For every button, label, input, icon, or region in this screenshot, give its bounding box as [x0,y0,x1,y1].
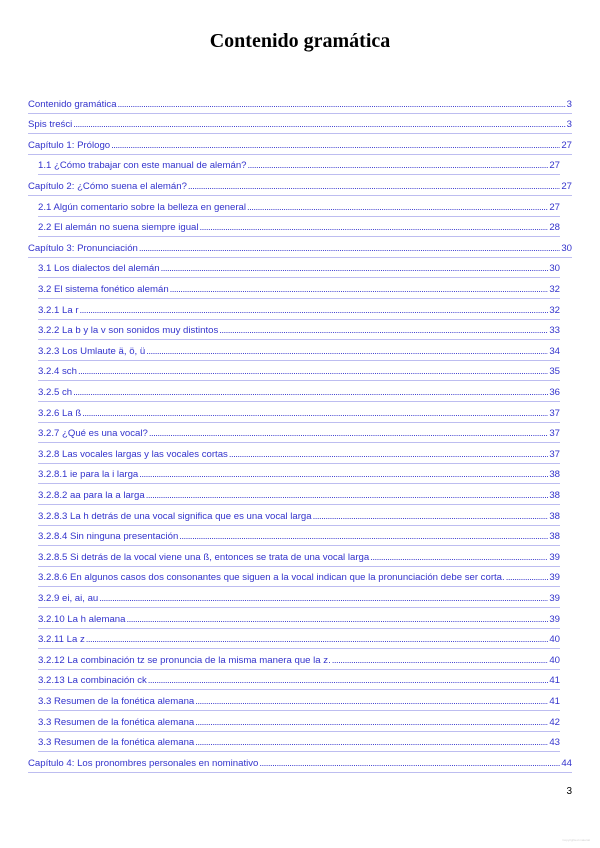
toc-entry-title: 3.2.8.3 La h detrás de una vocal significa que es una vocal larga [38,510,312,522]
toc-dot-leader [188,181,560,193]
toc-entry-page: 33 [549,325,560,337]
toc-entry-page: 39 [549,613,560,625]
toc-entry-title: 3.2 El sistema fonético alemán [38,283,169,295]
toc-entry-title: 3.2.3 Los Umlaute ä, ö, ü [38,345,146,357]
toc-entry-page: 36 [549,386,560,398]
toc-entry[interactable] [38,608,560,629]
toc-entry-title: 3.3 Resumen de la fonética alemana [38,737,195,749]
toc-entry-page: 27 [549,201,560,213]
toc-entry-page: 27 [561,139,572,151]
toc-entry[interactable] [38,320,560,341]
toc-entry-title: 3.2.8.5 Si detrás de la vocal viene una ß, entonces se trata de una vocal larga [38,551,370,563]
toc-entry[interactable] [38,546,560,567]
toc-dot-leader [80,305,549,317]
toc-entry[interactable] [38,217,560,238]
toc-entry-title: 1.1 ¿Cómo trabajar con este manual de alemán? [38,160,247,172]
toc-entry-title: 3.2.7 ¿Qué es una vocal? [38,428,148,440]
toc-entry-page: 37 [549,428,560,440]
toc-entry-title: 3.2.8 Las vocales largas y las vocales cortas [38,448,228,460]
toc-entry[interactable] [38,505,560,526]
toc-entry[interactable] [38,711,560,732]
toc-dot-leader [200,222,549,234]
toc-dot-leader [229,449,548,461]
toc-entry[interactable] [38,587,560,608]
toc-entry[interactable] [38,732,560,753]
toc-entry[interactable] [38,464,560,485]
toc-entry-title: 3.2.12 La combinación tz se pronuncia de la misma manera que la z. [38,654,331,666]
toc-dot-leader [86,634,549,646]
toc-entry-title: 3.3 Resumen de la fonética alemana [38,716,195,728]
toc-entry-title: 3.2.13 La combinación ck [38,675,147,687]
toc-entry-page: 43 [549,737,560,749]
toc-entry[interactable] [28,237,572,258]
toc-entry[interactable] [38,526,560,547]
toc-dot-leader [146,346,548,358]
toc-entry-title: Capítulo 4: Los pronombres personales en nominativo [28,757,259,769]
page-title: Contenido gramática [209,30,391,52]
toc-entry-title: Capítulo 1: Prólogo [28,139,111,151]
toc-entry-title: 3.2.8.2 aa para la a larga [38,489,145,501]
toc-entry-page: 30 [561,242,572,254]
toc-entry-title: 3.2.11 La z [38,634,85,646]
toc-entry-page: 37 [549,448,560,460]
toc-entry-title: 2.2 El alemán no suena siempre igual [38,222,199,234]
toc-dot-leader [139,469,548,481]
toc-entry-title: Spis treści [28,119,73,131]
toc-entry-page: 40 [549,634,560,646]
toc-entry-page: 38 [549,469,560,481]
toc-dot-leader [248,160,549,172]
toc-dot-leader [149,428,548,440]
toc-entry[interactable] [38,690,560,711]
toc-entry[interactable] [28,93,572,114]
watermark: Copyrighted material [562,838,590,842]
toc-entry-title: 3.2.10 La h alemana [38,613,126,625]
toc-dot-leader [313,511,549,523]
toc-entry-page: 35 [549,366,560,378]
toc-entry-title: Contenido gramática [28,98,117,110]
toc-entry-page: 37 [549,407,560,419]
toc-entry-title: 3.2.8.1 ie para la i larga [38,469,139,481]
toc-entry[interactable] [38,381,560,402]
toc-dot-leader [148,675,549,687]
toc-dot-leader [370,552,548,564]
toc-entry-title: 3.2.9 ei, ai, au [38,592,99,604]
toc-entry[interactable] [38,196,560,217]
toc-entry-page: 42 [549,716,560,728]
toc-entry[interactable] [38,443,560,464]
toc-entry[interactable] [38,258,560,279]
toc-dot-leader [73,387,548,399]
toc-entry[interactable] [38,423,560,444]
toc-entry-page: 38 [549,531,560,543]
toc-dot-leader [82,408,548,420]
toc-entry[interactable] [38,567,560,588]
toc-entry[interactable] [38,484,560,505]
toc-entry-title: 3.1 Los dialectos del alemán [38,263,160,275]
toc-entry[interactable] [38,670,560,691]
toc-entry-title: 3.2.5 ch [38,386,73,398]
toc-entry-title: 3.2.6 La ß [38,407,82,419]
toc-entry-page: 38 [549,489,560,501]
toc-entry-page: 3 [566,119,572,131]
toc-entry[interactable] [38,340,560,361]
toc-dot-leader [195,737,548,749]
toc-entry-title: 3.3 Resumen de la fonética alemana [38,695,195,707]
toc-dot-leader [179,531,548,543]
toc-entry-page: 28 [549,222,560,234]
toc-entry[interactable] [38,361,560,382]
toc-entry-page: 32 [549,304,560,316]
toc-dot-leader [126,614,548,626]
toc-dot-leader [118,99,566,111]
toc-entry-title: 3.2.8.4 Sin ninguna presentación [38,531,179,543]
toc-entry-page: 3 [566,98,572,110]
toc-dot-leader [111,140,560,152]
toc-dot-leader [170,284,549,296]
toc-entry-page: 39 [549,551,560,563]
toc-entry-page: 39 [549,592,560,604]
toc-entry-page: 30 [549,263,560,275]
toc-entry-page: 40 [549,654,560,666]
toc-entry-page: 34 [549,345,560,357]
toc-entry-title: 2.1 Algún comentario sobre la belleza en general [38,201,247,213]
toc-entry-page: 41 [549,675,560,687]
toc-entry[interactable] [28,114,572,135]
toc-entry[interactable] [28,752,572,773]
toc-entry[interactable] [38,155,560,176]
toc-dot-leader [219,325,548,337]
toc-dot-leader [247,202,548,214]
toc-entry-title: 3.2.1 La r [38,304,79,316]
toc-dot-leader [195,717,548,729]
toc-entry-title: Capítulo 2: ¿Cómo suena el alemán? [28,180,187,192]
toc-entry-title: 3.2.4 sch [38,366,77,378]
toc-dot-leader [195,696,548,708]
toc-entry[interactable] [38,629,560,650]
toc-dot-leader [99,593,548,605]
toc-entry-title: 3.2.8.6 En algunos casos dos consonantes que siguen a la vocal indican que la pronunciación debe ser corta. [38,572,505,584]
toc-entry-page: 27 [561,180,572,192]
toc-entry-page: 32 [549,283,560,295]
toc-dot-leader [146,490,549,502]
toc-dot-leader [506,572,549,584]
toc-entry[interactable] [38,278,560,299]
toc-dot-leader [78,366,548,378]
toc-entry-page: 41 [549,695,560,707]
toc-dot-leader [73,119,565,131]
toc-entry-page: 27 [549,160,560,172]
toc-dot-leader [139,243,560,255]
toc-dot-leader [259,758,560,770]
toc-entry[interactable] [38,299,560,320]
toc-entry-title: 3.2.2 La b y la v son sonidos muy distintos [38,325,219,337]
toc-entry[interactable] [38,649,560,670]
toc-entry-page: 38 [549,510,560,522]
toc-entry[interactable] [28,175,572,196]
toc-entry-page: 39 [549,572,560,584]
toc-entry-page: 44 [561,757,572,769]
toc-entry-title: Capítulo 3: Pronunciación [28,242,138,254]
page-number: 3 [566,786,572,797]
toc-dot-leader [161,263,549,275]
toc-entry[interactable] [28,134,572,155]
toc-dot-leader [332,655,549,667]
toc-entry[interactable] [38,402,560,423]
